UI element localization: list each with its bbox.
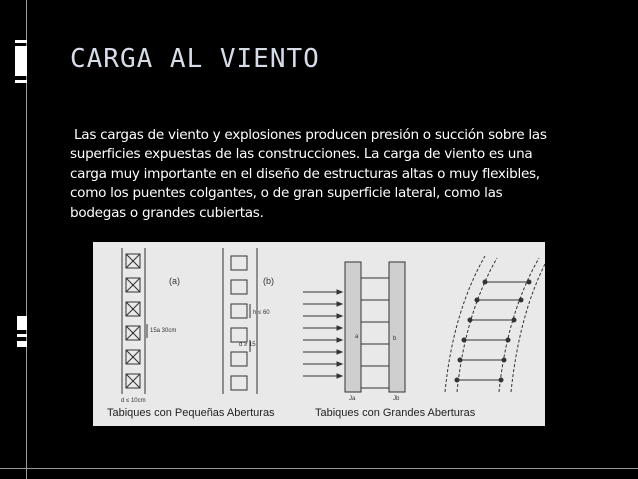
body-line: Las cargas de viento y explosiones producen presión o succión sobre las: [70, 127, 547, 143]
bottom-horizontal-rule: [0, 468, 638, 469]
base-ja: Ja: [349, 396, 356, 402]
body-line: como los puentes colgantes, o de gran superficie lateral, como las: [70, 185, 503, 202]
caption-small-openings: Tabiques con Pequeñas Aberturas: [107, 407, 275, 419]
panel-a: [122, 248, 147, 394]
wall-openings-figure: [93, 242, 545, 426]
panel-b: [223, 248, 257, 394]
point-b: b: [393, 336, 397, 342]
point-a: a: [355, 334, 359, 340]
dimension-b2: d ≥ 15: [239, 342, 256, 348]
dimension-a: 15a 30cm: [150, 328, 177, 334]
panel-d: [445, 256, 545, 392]
body-line: superficies expuestas de las construcciones. La carga de viento es una: [70, 146, 533, 163]
label-b: (b): [263, 276, 274, 286]
dimension-a2: d ≤ 10cm: [121, 398, 146, 404]
panel-c: [303, 262, 405, 392]
caption-large-openings: Tabiques con Grandes Aberturas: [315, 407, 476, 419]
body-line: bodegas o grandes cubiertas.: [70, 204, 264, 221]
label-a: (a): [169, 276, 180, 286]
body-line: carga muy importante en el diseño de estructuras altas o muy flexibles,: [70, 165, 540, 182]
dimension-b: h ≤ 60: [253, 310, 270, 316]
wall-diagram: [93, 242, 545, 426]
base-jb: Jb: [393, 396, 400, 402]
slide-title: CARGA AL VIENTO: [70, 44, 320, 74]
slide-body: [70, 126, 610, 223]
